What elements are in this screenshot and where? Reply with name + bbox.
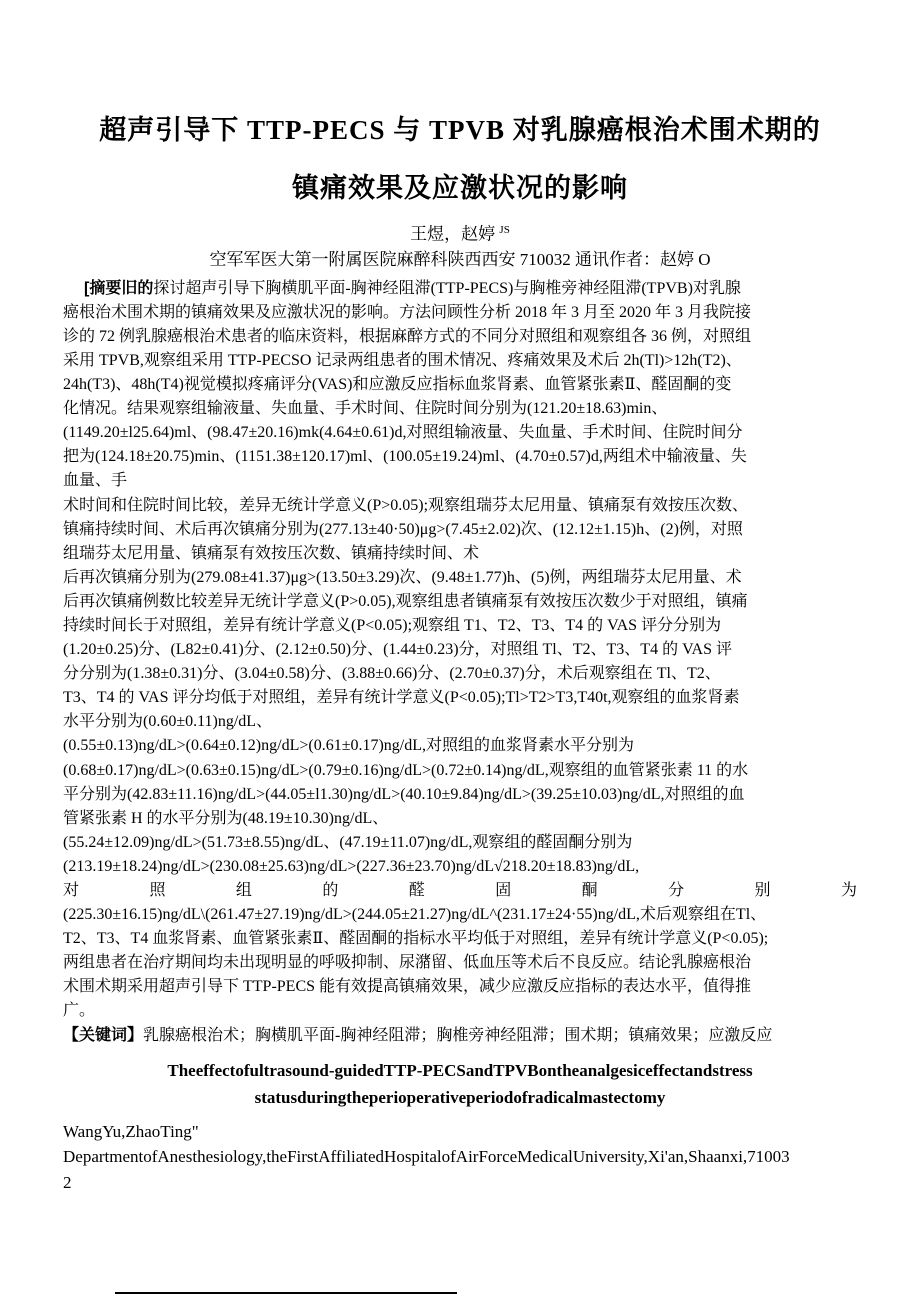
abstract-line: 分分别为(1.38±0.31)分、(3.04±0.58)分、(3.88±0.66)分、(2.70±0.37)分，术后观察组在 Tl、T2、 xyxy=(63,665,721,683)
abstract-line-justified: 对照组的醛固酮分别为 xyxy=(63,882,857,899)
abstract-line: 血量、手 xyxy=(63,472,128,490)
english-authors-line: WangYu,ZhaoTing" xyxy=(63,1121,199,1141)
abstract-line xyxy=(63,277,857,301)
authors-names: 王煜，赵婷 xyxy=(410,224,496,244)
abstract-line: 水平分别为(0.60±0.11)ng/dL、 xyxy=(63,713,273,731)
english-title-line-2: statusduringtheperioperativeperiodofradicalmastectomy xyxy=(254,1087,666,1107)
abstract-line: 持续时间长于对照组，差异有统计学意义(P<0.05);观察组 T1、T2、T3、T4 的 VAS 评分分别为 xyxy=(63,616,722,634)
abstract-line: 管紧张素 H 的水平分别为(48.19±10.30)ng/dL、 xyxy=(63,809,389,827)
abstract-line: 24h(T3)、48h(T4)视觉模拟疼痛评分(VAS)和应激反应指标血浆肾素、血管紧张素Ⅱ、醛固酮的变 xyxy=(63,376,732,394)
english-affiliation-line-1: DepartmentofAnesthesiology,theFirstAffiliatedHospitalofAirForceMedicalUniversity,Xi'an,Shaanxi,71003 xyxy=(63,1147,790,1167)
affiliation-line: 空军军医大第一附属医院麻醉科陕西西安 710032 通讯作者：赵婷 O xyxy=(209,249,711,269)
keywords-paragraph xyxy=(63,1024,857,1048)
footnote-separator-line xyxy=(115,1292,457,1294)
chinese-title-line-1: 超声引导下 TTP-PECS 与 TPVB 对乳腺癌根治术围术期的 xyxy=(99,115,821,145)
authors-line xyxy=(63,218,857,247)
english-title xyxy=(63,1057,857,1111)
abstract-line: 诊的 72 例乳腺癌根治术患者的临床资料，根据麻醉方式的不同分对照组和观察组各 36 例，对照组 xyxy=(63,327,752,345)
english-title-line-1: Theeffectofultrasound-guidedTTP-PECSandTPVBontheanalgesiceffectandstress xyxy=(167,1060,753,1080)
abstract-line: 癌根治术围术期的镇痛效果及应激状况的影响。方法问顾性分析 2018 年 3 月至 2020 年 3 月我院接 xyxy=(63,303,752,321)
abstract-label: [摘要旧的 xyxy=(84,279,154,297)
abstract-line: 术围术期采用超声引导下 TTP-PECS 能有效提高镇痛效果，减少应激反应指标的表达水平，值得推 xyxy=(63,978,752,996)
abstract-line: (225.30±16.15)ng/dL\(261.47±27.19)ng/dL>(244.05±21.27)ng/dL^(231.17±24·55)ng/dL,术后观察组在Tl、 xyxy=(63,906,767,924)
abstract-line: 广。 xyxy=(63,1002,96,1020)
abstract-line: 两组患者在治疗期间均未出现明显的呼吸抑制、尿潴留、低血压等术后不良反应。结论乳腺癌根治 xyxy=(63,954,752,972)
abstract-line: 把为(124.18±20.75)min、(1151.38±120.17)ml、(100.05±19.24)ml、(4.70±0.57)d,两组术中输液量、失 xyxy=(63,448,747,466)
keywords-text: 乳腺癌根治术；胸横肌平面-胸神经阻滞；胸椎旁神经阻滞；围术期；镇痛效果；应激反应 xyxy=(143,1026,773,1044)
abstract-line: (0.68±0.17)ng/dL>(0.63±0.15)ng/dL>(0.79±0.16)ng/dL>(0.72±0.14)ng/dL,观察组的血管紧张素 11 的水 xyxy=(63,761,749,779)
abstract-line: (1.20±0.25)分、(L82±0.41)分、(2.12±0.50)分、(1.44±0.23)分，对照组 Tl、T2、T3、T4 的 VAS 评 xyxy=(63,641,733,659)
english-byline-block xyxy=(63,1119,857,1196)
abstract-line: (0.55±0.13)ng/dL>(0.64±0.12)ng/dL>(0.61±0.17)ng/dL,对照组的血浆肾素水平分别为 xyxy=(63,737,635,755)
abstract-line: (1149.20±l25.64)ml、(98.47±20.16)mk(4.64±0.61)d,对照组输液量、失血量、手术时间、住院时间分 xyxy=(63,424,743,442)
abstract-line: T3、T4 的 VAS 评分均低于对照组，差异有统计学意义(P<0.05);Tl>T2>T3,T40t,观察组的血浆肾素 xyxy=(63,689,740,707)
english-affiliation-line-2: 2 xyxy=(63,1172,72,1192)
abstract-line: 镇痛持续时间、术后再次镇痛分别为(277.13±40·50)μg>(7.45±2.02)次、(12.12±1.15)h、(2)例，对照 xyxy=(63,520,743,538)
abstract-line: 化情况。结果观察组输液量、失血量、手术时间、住院时间分别为(121.20±18.63)min、 xyxy=(63,400,668,418)
abstract-first-line-text: 探讨超声引导下胸横肌平面-胸神经阻滞(TTP-PECS)与胸椎旁神经阻滞(TPVB)对乳腺 xyxy=(153,279,741,297)
abstract-line: (213.19±18.24)ng/dL>(230.08±25.63)ng/dL>(227.36±23.70)ng/dL√218.20±18.83)ng/dL, xyxy=(63,857,640,875)
abstract-line: 平分别为(42.83±11.16)ng/dL>(44.05±l1.30)ng/dL>(40.10±9.84)ng/dL>(39.25±10.03)ng/dL,对照组的血 xyxy=(63,785,745,803)
abstract-line: 组瑞芬太尼用量、镇痛泵有效按压次数、镇痛持续时间、术 xyxy=(63,544,480,562)
keywords-label: 【关键词】 xyxy=(63,1026,144,1044)
abstract-line: 后再次镇痛分别为(279.08±41.37)μg>(13.50±3.29)次、(9.48±1.77)h、(5)例，两组瑞芬太尼用量、术 xyxy=(63,568,742,586)
abstract-line: 术时间和住院时间比较，差异无统计学意义(P>0.05);观察组瑞芬太尼用量、镇痛泵有效按压次数、 xyxy=(63,496,749,514)
abstract-paragraph xyxy=(63,277,857,1024)
abstract-line: 后再次镇痛例数比较差异无统计学意义(P>0.05),观察组患者镇痛泵有效按压次数少于对照组，镇痛 xyxy=(63,592,748,610)
authors-superscript: JS xyxy=(499,224,510,236)
abstract-line: T2、T3、T4 血浆肾素、血管紧张素Ⅱ、醛固酮的指标水平均低于对照组，差异有统计学意义(P<0.05); xyxy=(63,930,769,948)
abstract-line: (55.24±12.09)ng/dL>(51.73±8.55)ng/dL、(47.19±11.07)ng/dL,观察组的醛固酮分别为 xyxy=(63,833,633,851)
chinese-title-line-2: 镇痛效果及应激状况的影响 xyxy=(292,173,628,203)
abstract-line: 采用 TPVB,观察组采用 TTP-PECSO 记录两组患者的围术情况、疼痛效果及术后 2h(Tl)>12h(T2)、 xyxy=(63,351,742,369)
